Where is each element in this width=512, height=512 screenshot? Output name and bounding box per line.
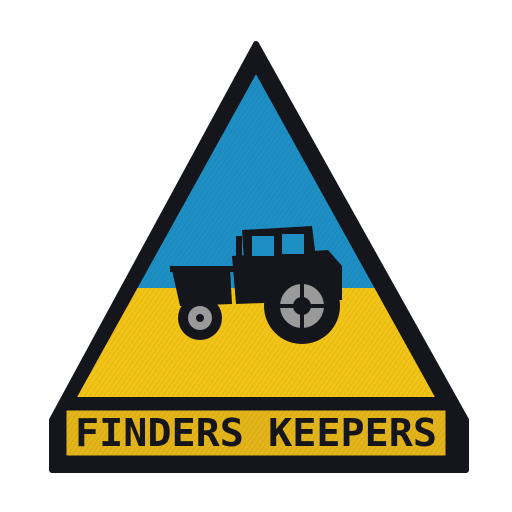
banner-text: FINDERS KEEPERS (75, 411, 437, 455)
